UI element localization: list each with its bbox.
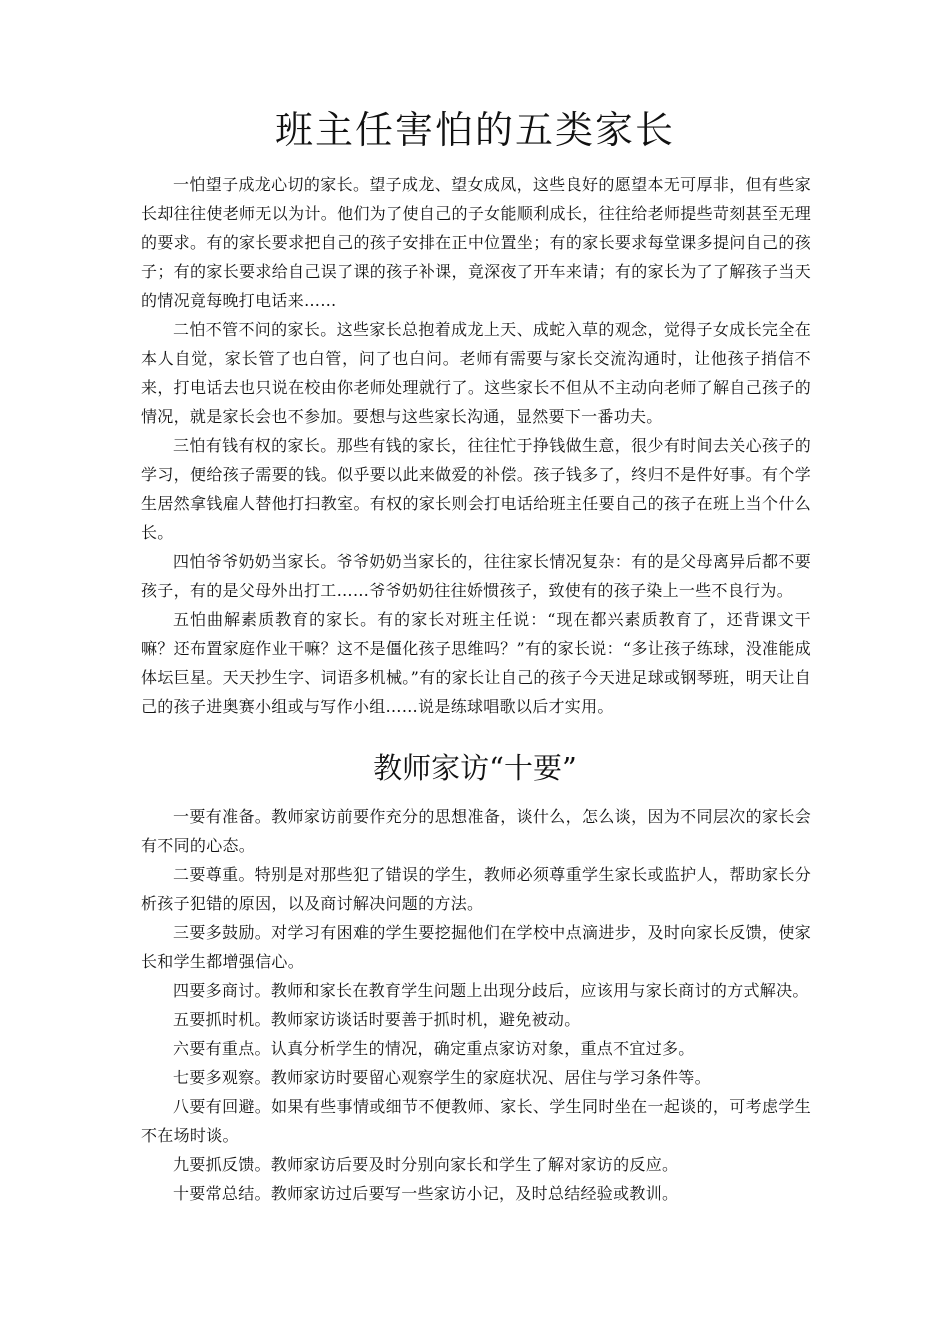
section-body-home-visit	[141, 802, 811, 1208]
section-body-parents	[141, 170, 811, 721]
paragraph: 五怕曲解素质教育的家长。有的家长对班主任说：“现在都兴素质教育了，还背课文干嘛？还布置家庭作业干嘛？这不是僵化孩子思维吗？”有的家长说：“多让孩子练球，没准能成体坛巨星。天天抄生字、词语多机械。”有的家长让自己的孩子今天进足球或钢琴班，明天让自己的孩子进奥赛小组或与写作小组……说是练球唱歌以后才实用。	[141, 610, 811, 716]
section-title-home-visit: 教师家访“十要”	[373, 751, 577, 785]
paragraph: 二怕不管不问的家长。这些家长总抱着成龙上天、成蛇入草的观念，觉得子女成长完全在本人自觉，家长管了也白管，问了也白问。老师有需要与家长交流沟通时，让他孩子捎信不来，打电话去也只说在校由你老师处理就行了。这些家长不但从不主动向老师了解自己孩子的情况，就是家长会也不参加。要想与这些家长沟通，显然要下一番功夫。	[141, 320, 811, 426]
paragraph: 十要常总结。教师家访过后要写一些家访小记，及时总结经验或教训。	[173, 1184, 679, 1203]
paragraph: 三要多鼓励。对学习有困难的学生要挖掘他们在学校中点滴进步，及时向家长反馈，使家长和学生都增强信心。	[141, 923, 811, 971]
paragraph: 一怕望子成龙心切的家长。望子成龙、望女成凤，这些良好的愿望本无可厚非，但有些家长却往往使老师无以为计。他们为了使自己的子女能顺利成长，往往给老师提些苛刻甚至无理的要求。有的家长要求把自己的孩子安排在正中位置坐；有的家长要求每堂课多提问自己的孩子；有的家长要求给自己误了课的孩子补课，竟深夜了开车来请；有的家长为了了解孩子当天的情况竟每晚打电话来……	[141, 175, 811, 310]
paragraph: 一要有准备。教师家访前要作充分的思想准备，谈什么，怎么谈，因为不同层次的家长会有不同的心态。	[141, 807, 811, 855]
paragraph: 二要尊重。特别是对那些犯了错误的学生，教师必须尊重学生家长或监护人，帮助家长分析孩子犯错的原因，以及商讨解决问题的方法。	[141, 865, 811, 913]
paragraph: 八要有回避。如果有些事情或细节不便教师、家长、学生同时坐在一起谈的，可考虑学生不在场时谈。	[141, 1097, 811, 1145]
paragraph: 七要多观察。教师家访时要留心观察学生的家庭状况、居住与学习条件等。	[173, 1068, 711, 1087]
paragraph: 六要有重点。认真分析学生的情况，确定重点家访对象，重点不宜过多。	[173, 1039, 695, 1058]
paragraph: 三怕有钱有权的家长。那些有钱的家长，往往忙于挣钱做生意，很少有时间去关心孩子的学习，便给孩子需要的钱。似乎要以此来做爱的补偿。孩子钱多了，终归不是件好事。有个学生居然拿钱雇人替他打扫教室。有权的家长则会打电话给班主任要自己的孩子在班上当个什么长。	[141, 436, 811, 542]
section-title-parents: 班主任害怕的五类家长	[274, 108, 675, 152]
paragraph: 四怕爷爷奶奶当家长。爷爷奶奶当家长的，往往家长情况复杂：有的是父母离异后都不要孩子，有的是父母外出打工……爷爷奶奶往往娇惯孩子，致使有的孩子染上一些不良行为。	[141, 552, 811, 600]
paragraph: 五要抓时机。教师家访谈话时要善于抓时机，避免被动。	[173, 1010, 581, 1029]
paragraph: 九要抓反馈。教师家访后要及时分别向家长和学生了解对家访的反应。	[173, 1155, 679, 1174]
paragraph: 四要多商讨。教师和家长在教育学生问题上出现分歧后，应该用与家长商讨的方式解决。	[173, 981, 809, 1000]
